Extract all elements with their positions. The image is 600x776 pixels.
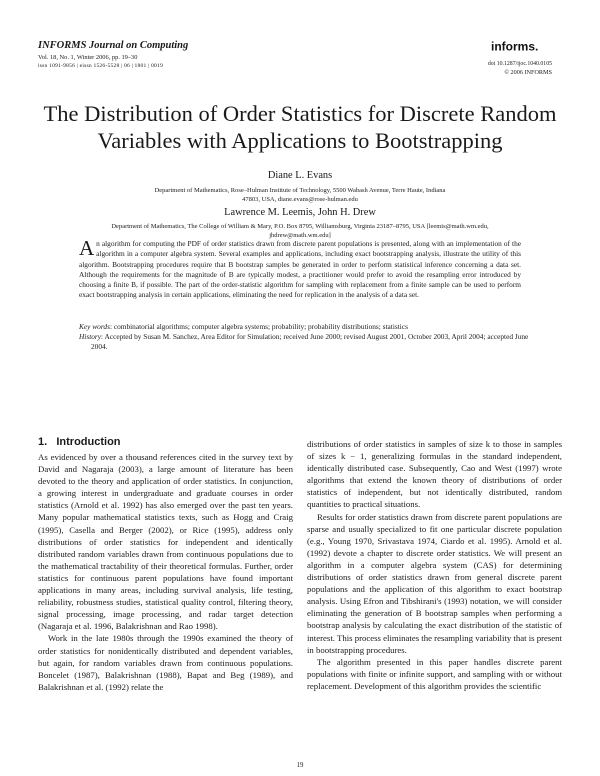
paragraph: distributions of order statistics in samples of size k to those in samples of sizes k − 1, generalizing formulas in the standard independent, identically distributed case. Subsequently, Cao and West (1997) wrote algorithms that extend the known theory of distributions of order statistics of independent, but not identically distributed, random quantities to practical situations. [307, 439, 562, 510]
section-number: 1. [38, 436, 48, 448]
history-label: History [79, 332, 102, 341]
issn-line: issn 1091-9856 | eissn 1526-5528 | 06 | 1801 | 0019 [38, 63, 164, 69]
paper-title: The Distribution of Order Statistics for Discrete Random Variables with Applications to Bootstrapping [43, 101, 557, 153]
section-heading [38, 436, 121, 448]
doi-line: doi 10.1287/ijoc.1040.0105 [487, 61, 552, 67]
author-2-affiliation: Department of Mathematics, The College of William & Mary, P.O. Box 8795, Williamsburg, Virginia 23187–8795, USA [leemis@math.wm.edu, jhdrew@math.wm.edu] [111, 223, 489, 239]
author-1-name: Diane L. Evans [267, 170, 333, 181]
paragraph: As evidenced by over a thousand references cited in the survey text by David and Nagaraja (2003), a large amount of literature has been devoted to the theory and application of order statistics. In conjunction, a growing interest in undergraduate and graduate courses in order statistics (Arnold et al. 1992) has also emerged over the past ten years. Many popular mathematical statistics texts, such as Hogg and Craig (1995), Casella and Berger (2002), or Rice (1995), address only distributions of order statistics for independent and identically distributed random variables drawn from continuous populations due to the mathematical tractability of their theoretical formulas. Further, order statistics for continuous parent populations have found important applications in many areas, including survival analysis, life testing, reliability, robustness studies, statistical quality control, filtering theory, signal processing, image processing, and radar target detection (Nagaraja et al. 1996, Balakrishnan and Rao 1998). [38, 452, 293, 632]
journal-name: INFORMS Journal on Computing [38, 40, 189, 51]
section-title: Introduction [56, 436, 121, 448]
keywords-label: Key words [79, 322, 110, 331]
keywords-line [79, 322, 521, 332]
left-column [38, 451, 293, 693]
copyright-line: © 2006 INFORMS [504, 69, 552, 76]
abstract [79, 236, 521, 301]
informs-logo-text: informs. [491, 39, 539, 53]
abstract-text: n algorithm for computing the PDF of order statistics drawn from discrete parent populations is presented, along with an implementation of the algorithm in a computer algebra system. Several examples and applications, including exact bootstrapping analysis, illustrate the utility of this algorithm. Bootstrapping procedures require that B bootstrap samples be generated in order to perform statistical inference concerning a data set. Although the requirements for the magnitude of B are typically modest, a practitioner would prefer to avoid the resampling error introduced by choosing a finite B, if possible. The part of the order-statistic algorithm for sampling with replacement from a finite sample can be used to perform exact bootstrapping analysis in certain applications, eliminating the need for replication in the analysis of a data set. [79, 239, 521, 300]
author-2-name: Lawrence M. Leemis, John H. Drew [224, 207, 376, 218]
page-number: 19 [296, 762, 304, 769]
history-text: : Accepted by Susan M. Sanchez, Area Editor for Simulation; received June 2000; revised August 2001, October 2003, April 2004; accepted June 2004. [91, 332, 529, 352]
right-column [307, 438, 562, 692]
keywords-text: : combinatorial algorithms; computer algebra systems; probability; probability distributions; statistics [109, 322, 408, 331]
paragraph: Results for order statistics drawn from discrete parent populations are sparse and usually specialized to fit one particular discrete population (e.g., Young 1970, Srivastava 1974, Ciardo et al. 1995). Arnold et al. (1992) devote a chapter to discrete order statistics. We will present an algorithm in a computer algebra system (CAS) for determining distributions of order statistics drawn from general discrete parent populations and the application of this algorithm to exact bootstrap analysis. Using Efron and Tibshirani's (1993) notation, we will consider eliminating the generation of B bootstrap samples when performing a bootstrap analysis by calculating the exact distribution of the statistic of interest. This process eliminates the resampling variability that is present in bootstrapping procedures. [307, 511, 562, 655]
paragraph: Work in the late 1980s through the 1990s examined the theory of order statistics for nonidentically distributed and dependent variables, but again, for random variables drawn from continuous populations. Boncelet (1987), Balakrishnan (1988), Bapat and Beg (1989), and Balakrishnan et al. (1992) relate the [38, 633, 293, 692]
informs-logo [491, 39, 549, 53]
author-1-affiliation: Department of Mathematics, Rose–Hulman Institute of Technology, 5500 Wabash Avenue, Terre Haute, Indiana 47803, USA, diane.evans@rose-hulman.edu [154, 187, 446, 203]
paragraph: The algorithm presented in this paper handles discrete parent populations with finite or infinite support, and sampling with or without replacement. Development of this algorithm provides the scientific [307, 656, 562, 691]
abstract-dropcap: A [79, 236, 95, 260]
volume-line: Vol. 18, No. 1, Winter 2006, pp. 19–30 [38, 54, 138, 61]
history-line [79, 332, 533, 353]
